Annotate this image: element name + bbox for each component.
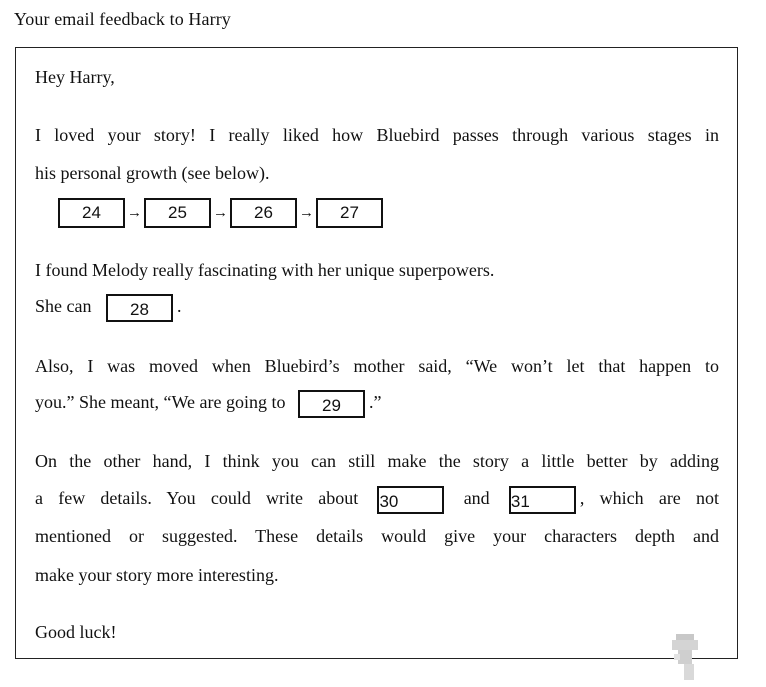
blank-box-30[interactable]: 30 [377,486,444,514]
growth-stages-flow [58,198,383,228]
paragraph-2-line-1: I found Melody really fascinating with her unique superpowers. [35,260,495,280]
paragraph-3-line-2 [35,390,381,418]
paragraph-1-line-1: I loved your story! I really liked how Bluebird passes through various stages in [35,125,719,145]
blank-box-24[interactable]: 24 [58,198,125,228]
meant-text: you.” She meant, “We are going to [35,392,286,413]
paragraph-4-line-3: mentioned or suggested. These details would give your characters depth and [35,526,719,546]
blank-box-31[interactable]: 31 [509,486,576,514]
arrow-right-icon: → [299,204,314,221]
write-about-text: a few details. You could write about [35,488,359,509]
greeting: Hey Harry, [35,67,115,87]
paragraph-1-line-2: his personal growth (see below). [35,163,270,183]
and-text: and [463,488,490,509]
blank-box-26[interactable]: 26 [230,198,297,228]
blank-box-28[interactable]: 28 [106,294,173,322]
page-corner-mark [668,632,702,682]
arrow-right-icon: → [213,204,228,221]
blank-box-27[interactable]: 27 [316,198,383,228]
closing-quote-text: .” [368,392,382,413]
paragraph-4-line-1: On the other hand, I think you can still make the story a little better by adding [35,451,719,471]
not-mentioned-text: , which are not [579,488,720,509]
paragraph-4-line-2 [35,486,719,514]
blank-box-29[interactable]: 29 [298,390,365,418]
paragraph-4-line-4: make your story more interesting. [35,565,279,585]
page-heading: Your email feedback to Harry [14,9,231,29]
paragraph-2-line-2 [35,294,181,322]
email-frame [15,47,738,659]
paragraph-3-line-1: Also, I was moved when Bluebird’s mother said, “We won’t let that happen to [35,356,719,376]
period-text: . [176,296,182,317]
arrow-right-icon: → [127,204,142,221]
closing: Good luck! [35,622,117,642]
blank-box-25[interactable]: 25 [144,198,211,228]
she-can-text: She can [35,296,92,317]
